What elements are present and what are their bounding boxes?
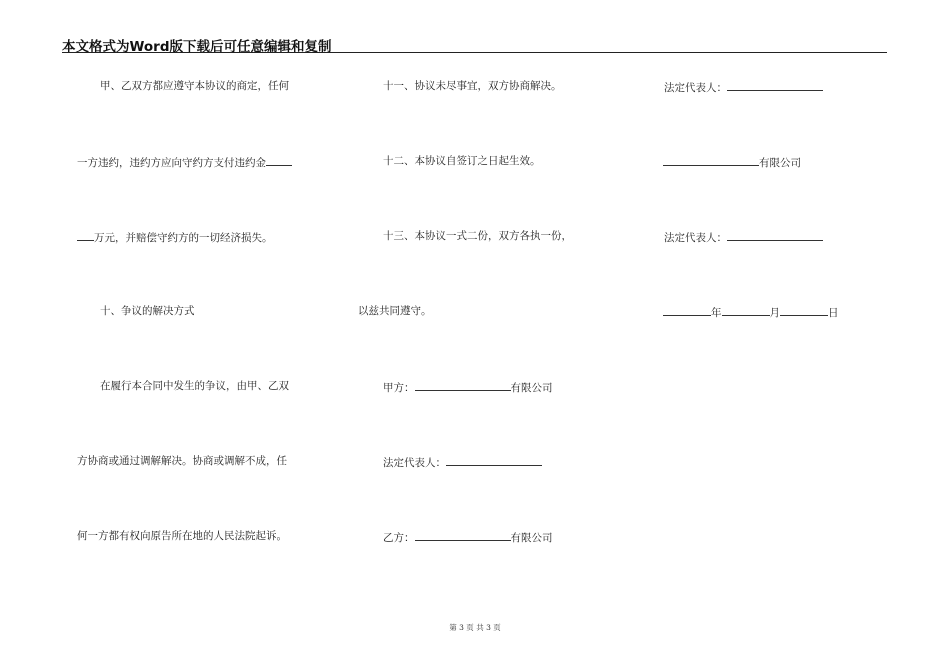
company-rep-label: 法定代表人： xyxy=(664,232,727,244)
section-11: 十一、协议未尽事宜，双方协商解决。 xyxy=(383,80,562,92)
party-b-rep-blank xyxy=(727,79,823,91)
party-b-company-suffix: 有限公司 xyxy=(510,532,553,544)
day-blank xyxy=(780,304,828,316)
section-12: 十二、本协议自签订之日起生效。 xyxy=(383,155,541,167)
day-label: 日 xyxy=(828,307,839,319)
col1-line-1: 甲、乙双方都应遵守本协议的商定，任何 xyxy=(100,80,289,92)
section-13-cont: 以兹共同遵守。 xyxy=(358,305,432,317)
party-b-label: 乙方： xyxy=(383,532,415,544)
month-blank xyxy=(722,304,770,316)
section-13: 十三、本协议一式二份，双方各执一份， xyxy=(383,230,572,242)
party-a-label: 甲方： xyxy=(383,382,415,394)
col1-line-2 xyxy=(77,154,292,170)
section-10-heading: 十、争议的解决方式 xyxy=(100,305,195,317)
party-a-rep-label: 法定代表人： xyxy=(383,457,446,469)
party-a-company-blank xyxy=(415,379,511,391)
party-a-rep-blank xyxy=(446,454,542,466)
header-rule xyxy=(62,52,887,53)
penalty-amount-blank xyxy=(266,154,292,166)
party-a-company-suffix: 有限公司 xyxy=(510,382,553,394)
party-b-rep-line xyxy=(664,79,823,95)
col1-line-5: 在履行本合同中发生的争议，由甲、乙双 xyxy=(100,380,289,392)
party-a-line xyxy=(383,379,553,395)
company-name-blank xyxy=(663,154,759,166)
company-rep-line xyxy=(664,229,823,245)
party-b-line xyxy=(383,529,553,545)
party-b-company-blank xyxy=(415,529,511,541)
document-header: 本文格式为Word版下载后可任意编辑和复制 xyxy=(62,39,332,55)
col1-line-3 xyxy=(77,229,273,245)
col1-line-6: 方协商或通过调解解决。协商或调解不成，任 xyxy=(77,455,287,467)
party-a-rep-line xyxy=(383,454,542,470)
col1-line-2-text: 一方违约，违约方应向守约方支付违约金 xyxy=(77,157,266,169)
company-rep-blank xyxy=(727,229,823,241)
col1-line-7: 何一方都有权向原告所在地的人民法院起诉。 xyxy=(77,530,287,542)
party-b-rep-label: 法定代表人： xyxy=(664,82,727,94)
month-label: 月 xyxy=(769,307,780,319)
year-blank xyxy=(663,304,711,316)
date-line xyxy=(663,304,839,320)
company-line xyxy=(663,154,801,170)
page-number: 第 3 页 共 3 页 xyxy=(449,623,501,632)
company-suffix: 有限公司 xyxy=(759,157,801,169)
penalty-amount-blank-2 xyxy=(77,229,94,241)
col1-line-3-text: 万元，并赔偿守约方的一切经济损失。 xyxy=(94,232,273,244)
year-label: 年 xyxy=(711,307,722,319)
